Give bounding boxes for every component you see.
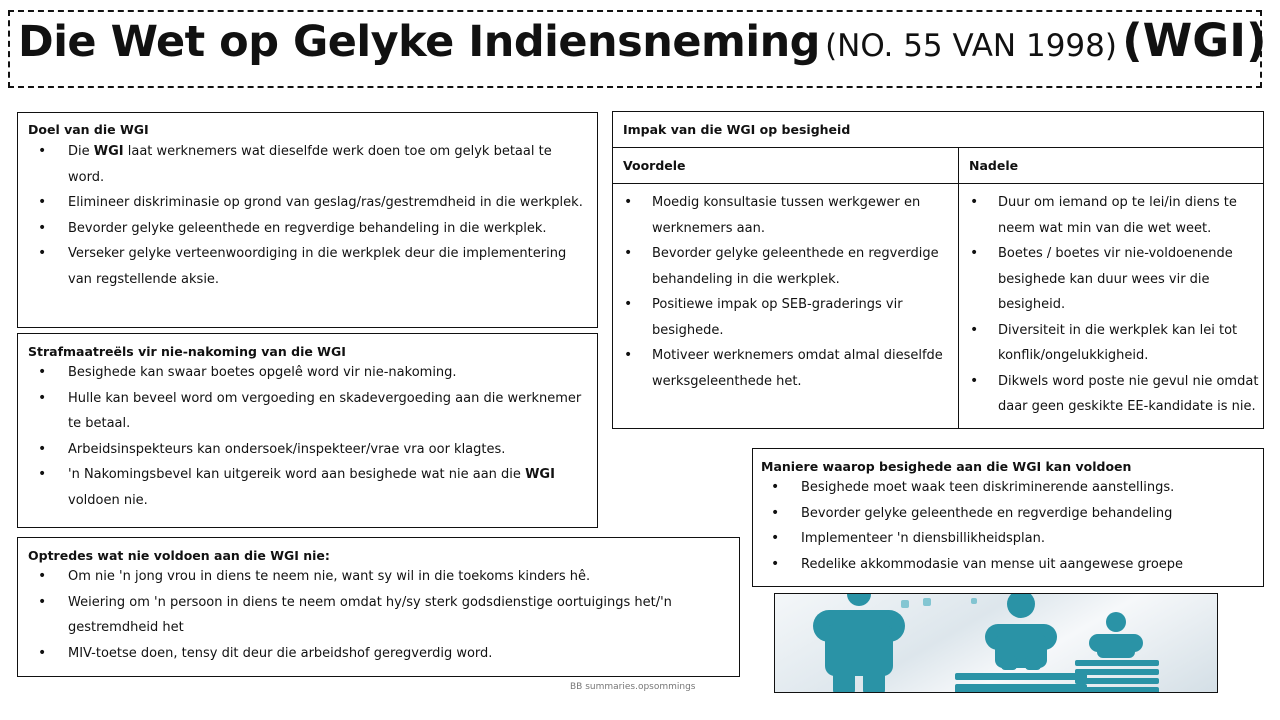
doel-heading: Doel van die WGI [28, 122, 149, 137]
list-item: • Duur om iemand op te lei/in diens te neem wat min van die wet weet. [960, 190, 1262, 241]
list-item: • Besighede kan swaar boetes opgelê word vir nie-nakoming. [28, 360, 587, 386]
voordele-heading: Voordele [613, 148, 959, 184]
list-item: • Verseker gelyke verteenwoordiging in die werkplek deur die implementering van regstellende aksie. [28, 241, 587, 292]
voordele-cell [613, 184, 959, 429]
list-item: • 'n Nakomingsbevel kan uitgereik word aan besighede wat nie aan die WGI voldoen nie. [28, 462, 587, 513]
list-item: • Arbeidsinspekteurs kan ondersoek/inspekteer/vrae vra oor klagtes. [28, 437, 587, 463]
straf-box [17, 333, 598, 528]
list-item: • Bevorder gelyke geleenthede en regverdige behandeling in die werkplek. [614, 241, 957, 292]
straf-list [28, 360, 587, 513]
title-main: Die Wet op Gelyke Indiensneming [18, 17, 820, 67]
doel-list [28, 139, 587, 292]
title-abbreviation: (WGI) [1122, 14, 1267, 67]
voordele-list [614, 190, 957, 394]
credit-text: BB summaries.opsommings [570, 682, 696, 692]
list-item: • Om nie 'n jong vrou in diens te neem nie, want sy wil in die toekoms kinders hê. [28, 564, 729, 590]
page-title [18, 14, 1267, 67]
list-item: • Hulle kan beveel word om vergoeding en skadevergoeding aan die werknemer te betaal. [28, 386, 587, 437]
list-item: • Moedig konsultasie tussen werkgewer en werknemers aan. [614, 190, 957, 241]
list-item: • Boetes / boetes vir nie-voldoenende besighede kan duur wees vir die besigheid. [960, 241, 1262, 318]
doel-box [17, 112, 598, 328]
optredes-box [17, 537, 740, 677]
list-item: • Motiveer werknemers omdat almal dieselfde werksgeleenthede het. [614, 343, 957, 394]
nadele-heading: Nadele [959, 148, 1264, 184]
people-figures-icon [775, 594, 1218, 693]
optredes-heading: Optredes wat nie voldoen aan die WGI nie: [28, 548, 330, 563]
maniere-heading: Maniere waarop besighede aan die WGI kan voldoen [761, 459, 1132, 474]
impak-box [612, 111, 1264, 429]
list-item: • Weiering om 'n persoon in diens te neem omdat hy/sy sterk godsdienstige oortuigings het/'n gestremdheid het [28, 590, 729, 641]
optredes-list [28, 564, 729, 666]
maniere-box [752, 448, 1264, 587]
title-act-number: (NO. 55 VAN 1998) [825, 28, 1117, 64]
maniere-list [761, 475, 1255, 577]
list-item: • Bevorder gelyke geleenthede en regverdige behandeling [761, 501, 1255, 527]
list-item: • Redelike akkommodasie van mense uit aangewese groepe [761, 552, 1255, 578]
impak-table [612, 111, 1264, 429]
list-item: • Bevorder gelyke geleenthede en regverdige behandeling in die werkplek. [28, 216, 587, 242]
nadele-list [960, 190, 1262, 420]
impak-heading: Impak van die WGI op besigheid [613, 112, 1264, 148]
equality-figures-image [774, 593, 1218, 693]
list-item: • Implementeer 'n diensbillikheidsplan. [761, 526, 1255, 552]
list-item: • Elimineer diskriminasie op grond van geslag/ras/gestremdheid in die werkplek. [28, 190, 587, 216]
list-item: • Dikwels word poste nie gevul nie omdat daar geen geskikte EE-kandidate is nie. [960, 369, 1262, 420]
list-item: • Die WGI laat werknemers wat dieselfde werk doen toe om gelyk betaal te word. [28, 139, 587, 190]
list-item: • Positiewe impak op SEB-graderings vir besighede. [614, 292, 957, 343]
list-item: • MIV-toetse doen, tensy dit deur die arbeidshof geregverdig word. [28, 641, 729, 667]
nadele-cell [959, 184, 1264, 429]
straf-heading: Strafmaatreëls vir nie-nakoming van die WGI [28, 344, 346, 359]
list-item: • Besighede moet waak teen diskriminerende aanstellings. [761, 475, 1255, 501]
list-item: • Diversiteit in die werkplek kan lei tot konflik/ongelukkigheid. [960, 318, 1262, 369]
